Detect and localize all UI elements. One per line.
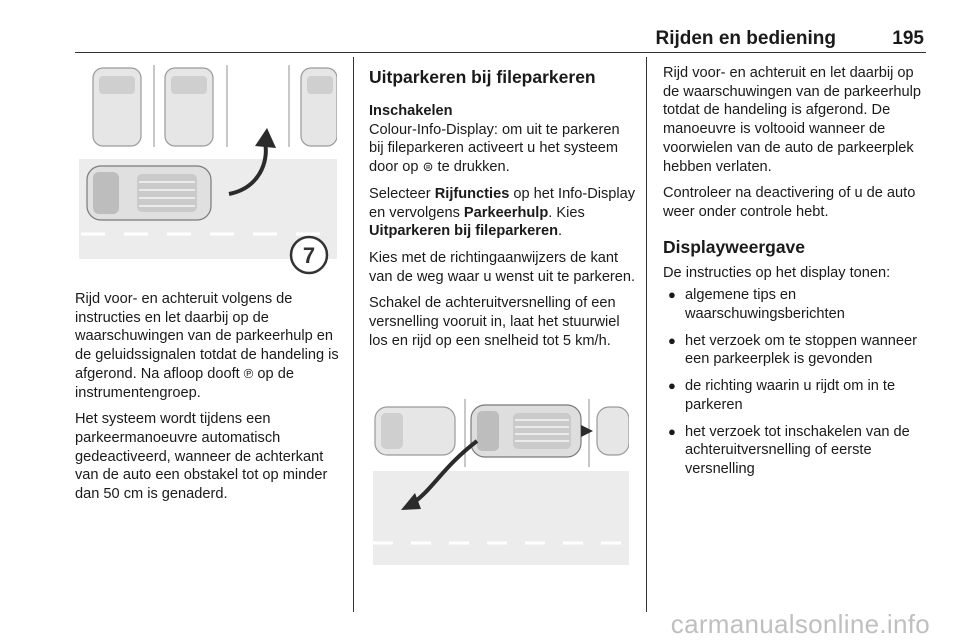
paragraph-text: op de instrumentengroep. (75, 365, 294, 401)
paragraph-text: Rijd voor- en achteruit volgens de instructies en let daarbij op de waarschuwingen van de parkeerhulp en de geluidssignalen totdat de handeling is afgerond. Na afloop dooft (75, 291, 339, 382)
column-3 (663, 64, 925, 487)
bullet-icon: ● (668, 423, 676, 439)
page-number: 195 (892, 28, 924, 49)
paragraph: Het systeem wordt tijdens een parkeermanoeuvre automatisch gedeactiveerd, wanneer de achterkant van de auto een obstakel tot op minder dan 50 cm is genaderd. (75, 411, 328, 503)
paragraph-text: . Kies (548, 204, 585, 221)
column-divider-1 (353, 57, 354, 612)
paragraph-text: Selecteer (369, 185, 435, 202)
park-assist-button-icon: ⊜ (422, 159, 434, 175)
parallel-parking-illustration (373, 397, 629, 565)
watermark: carmanualsonline.info (670, 609, 930, 639)
bullet-icon: ● (668, 287, 676, 303)
paragraph (369, 185, 637, 241)
list-item-text: de richting waarin u rijdt om in te parkeren (685, 378, 896, 413)
menu-term: Rijfuncties (434, 185, 510, 202)
list-item-text: algemene tips en waarschuwingsberichten (685, 287, 845, 323)
paragraph: Schakel de achteruitversnelling of een versnelling vooruit in, laat het stuurwiel los en rijd op een snelheid tot 5 km/h. (369, 295, 620, 349)
bullet-list (663, 286, 925, 478)
menu-term: Parkeerhulp (463, 204, 549, 221)
column-1 (75, 290, 345, 512)
section-heading: Displayweergave (663, 236, 806, 257)
menu-term: Uitparkeren bij fileparkeren (369, 223, 558, 240)
paragraph-text: . (557, 223, 563, 240)
bullet-icon: ● (668, 378, 676, 394)
list-item (663, 286, 925, 323)
paragraph (369, 121, 637, 177)
list-item-text: het verzoek om te stoppen wanneer een parkeerplek is gevonden (685, 332, 918, 368)
parking-warning-icon: ℗ (243, 365, 254, 381)
paragraph: Controleer na deactivering of u de auto weer onder controle hebt. (663, 185, 916, 220)
perpendicular-parking-illustration (79, 62, 337, 279)
section-heading: Uitparkeren bij fileparkeren (369, 67, 596, 87)
list-item (663, 423, 925, 479)
paragraph: Kies met de richtingaanwijzers de kant van de weg waar u wenst uit te parkeren. (369, 249, 636, 285)
subheading: Inschakelen (369, 103, 453, 119)
paragraph: De instructies op het display tonen: (663, 264, 891, 281)
paragraph (75, 290, 345, 402)
list-item (663, 377, 925, 414)
paragraph: Rijd voor- en achteruit en let daarbij op de waarschuwingen van de parkeerhulp totdat de handeling is afgerond. De manoeuvre is voltooid wanneer de voorwielen van de auto de parkeerplek hebben verlaten. (663, 65, 921, 175)
list-item (663, 332, 925, 369)
column-divider-2 (646, 57, 647, 612)
column-2 (369, 66, 637, 358)
page-header (75, 0, 926, 53)
bullet-icon: ● (668, 332, 676, 348)
paragraph-text: te drukken. (433, 159, 510, 176)
figure-badge: 7 (302, 243, 316, 268)
section-title: Rijden en bediening (655, 28, 836, 49)
paragraph-text: op het Info-Display en vervolgens (369, 185, 636, 221)
list-item-text: het verzoek tot inschakelen van de achteruitversnelling of eerste versnelling (685, 423, 910, 477)
paragraph-text: Colour-Info-Display: om uit te parkeren bij fileparkeren activeert u het systeem door op (369, 121, 620, 176)
